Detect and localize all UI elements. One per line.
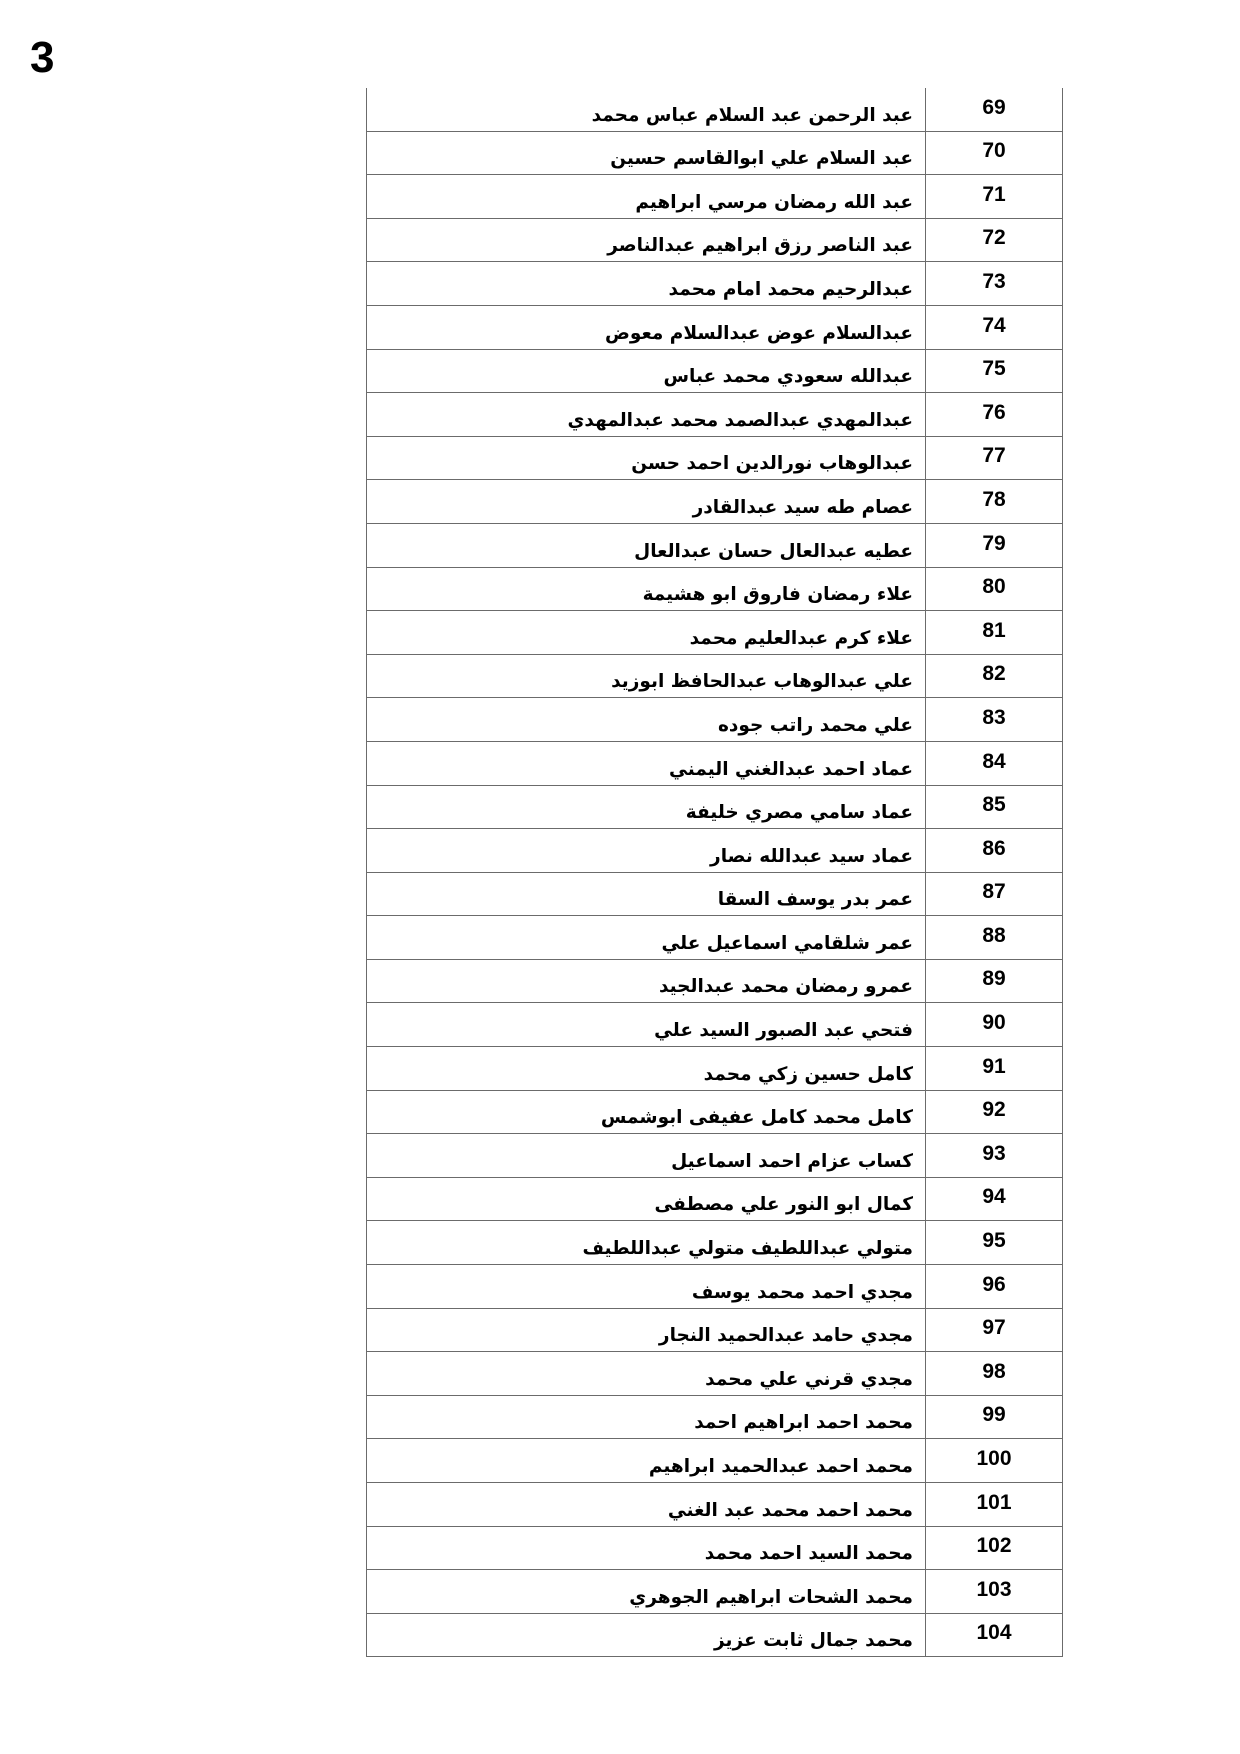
number-cell xyxy=(926,1308,1063,1352)
name-cell xyxy=(367,480,926,524)
number-cell xyxy=(926,1047,1063,1091)
table-row xyxy=(367,1439,1063,1483)
name-cell xyxy=(367,654,926,698)
number-cell xyxy=(926,1221,1063,1265)
person-name: كساب عزام احمد اسماعيل xyxy=(671,1150,913,1172)
name-cell xyxy=(367,88,926,131)
number-cell xyxy=(926,218,1063,262)
table-row xyxy=(367,1221,1063,1265)
person-name: عماد سيد عبدالله نصار xyxy=(710,845,913,867)
name-cell xyxy=(367,349,926,393)
table-row xyxy=(367,872,1063,916)
number-cell xyxy=(926,1265,1063,1309)
person-name: عبد السلام علي ابوالقاسم حسين xyxy=(610,148,913,170)
number-cell xyxy=(926,1003,1063,1047)
person-name: محمد السيد احمد محمد xyxy=(704,1543,913,1565)
row-number: 101 xyxy=(976,1490,1012,1514)
person-name: عبدالوهاب نورالدين احمد حسن xyxy=(631,453,913,475)
person-name: علي محمد راتب جوده xyxy=(718,714,913,736)
number-cell xyxy=(926,131,1063,175)
table-row xyxy=(367,88,1063,131)
row-number: 80 xyxy=(982,575,1006,599)
row-number: 72 xyxy=(982,226,1006,250)
table-row xyxy=(367,829,1063,873)
number-cell xyxy=(926,436,1063,480)
name-cell xyxy=(367,1221,926,1265)
person-name: عمر بدر يوسف السقا xyxy=(717,889,913,911)
row-number: 69 xyxy=(982,95,1006,119)
name-cell xyxy=(367,175,926,219)
person-name: محمد احمد عبدالحميد ابراهيم xyxy=(648,1456,913,1477)
person-name: عبد الناصر رزق ابراهيم عبدالناصر xyxy=(607,235,913,257)
table-row xyxy=(367,1352,1063,1396)
row-number: 96 xyxy=(982,1272,1006,1296)
number-cell xyxy=(926,1395,1063,1439)
number-cell xyxy=(926,1526,1063,1570)
row-number: 87 xyxy=(982,880,1006,904)
name-cell xyxy=(367,393,926,437)
table-row xyxy=(367,741,1063,785)
name-cell xyxy=(367,1047,926,1091)
number-cell xyxy=(926,959,1063,1003)
row-number: 82 xyxy=(982,662,1006,686)
name-cell xyxy=(367,1090,926,1134)
table-row xyxy=(367,1047,1063,1091)
number-cell xyxy=(926,1570,1063,1614)
number-cell xyxy=(926,1177,1063,1221)
row-number: 91 xyxy=(982,1054,1006,1078)
number-cell xyxy=(926,872,1063,916)
number-cell xyxy=(926,741,1063,785)
person-name: عبدالمهدي عبدالصمد محمد عبدالمهدي xyxy=(567,409,913,431)
name-cell xyxy=(367,959,926,1003)
table-row xyxy=(367,654,1063,698)
table-row xyxy=(367,218,1063,262)
name-cell xyxy=(367,1352,926,1396)
table-row xyxy=(367,480,1063,524)
person-name: محمد جمال ثابت عزيز xyxy=(714,1630,913,1652)
person-name: علاء رمضان فاروق ابو هشيمة xyxy=(642,584,913,606)
name-cell xyxy=(367,1134,926,1178)
person-name: متولي عبداللطيف متولي عبداللطيف xyxy=(582,1238,913,1260)
row-number: 100 xyxy=(976,1447,1012,1470)
person-name: علي عبدالوهاب عبدالحافظ ابوزيد xyxy=(611,671,913,693)
row-number: 83 xyxy=(982,705,1006,729)
number-cell xyxy=(926,175,1063,219)
name-cell xyxy=(367,436,926,480)
number-cell xyxy=(926,611,1063,655)
person-name: عطيه عبدالعال حسان عبدالعال xyxy=(634,540,913,562)
row-number: 81 xyxy=(982,618,1006,642)
name-cell xyxy=(367,1265,926,1309)
number-cell xyxy=(926,88,1063,131)
number-cell xyxy=(926,916,1063,960)
number-cell xyxy=(926,480,1063,524)
person-name: محمد احمد محمد عبد الغني xyxy=(667,1499,913,1521)
row-number: 84 xyxy=(982,749,1006,773)
number-cell xyxy=(926,1134,1063,1178)
name-cell xyxy=(367,523,926,567)
person-name: عبدالرحيم محمد امام محمد xyxy=(668,278,913,300)
table-row xyxy=(367,1308,1063,1352)
page-number: 3 xyxy=(30,33,55,82)
name-cell xyxy=(367,218,926,262)
person-name: مجدي قرني علي محمد xyxy=(705,1368,913,1390)
number-cell xyxy=(926,785,1063,829)
name-cell xyxy=(367,611,926,655)
row-number: 93 xyxy=(982,1141,1006,1165)
person-name: كمال ابو النور علي مصطفى xyxy=(654,1194,913,1216)
number-cell xyxy=(926,567,1063,611)
number-cell xyxy=(926,349,1063,393)
row-number: 98 xyxy=(982,1359,1006,1383)
table-row xyxy=(367,785,1063,829)
name-cell xyxy=(367,1395,926,1439)
person-name: مجدي حامد عبدالحميد النجار xyxy=(658,1325,913,1347)
row-number: 76 xyxy=(982,400,1006,424)
table-row xyxy=(367,1134,1063,1178)
person-name: عماد احمد عبدالغني اليمني xyxy=(669,758,913,780)
table-row xyxy=(367,1613,1063,1657)
row-number: 95 xyxy=(982,1229,1006,1253)
row-number: 103 xyxy=(976,1577,1012,1601)
table-row xyxy=(367,393,1063,437)
number-cell xyxy=(926,1613,1063,1657)
number-cell xyxy=(926,698,1063,742)
row-number: 85 xyxy=(982,793,1006,817)
person-name: فتحي عبد الصبور السيد علي xyxy=(654,1020,913,1042)
person-name: علاء كرم عبدالعليم محمد xyxy=(689,627,913,649)
table-row xyxy=(367,959,1063,1003)
row-number: 74 xyxy=(982,313,1006,337)
person-name: كامل محمد كامل عفيفى ابوشمس xyxy=(600,1107,913,1129)
name-cell xyxy=(367,262,926,306)
person-name: عبد الرحمن عبد السلام عباس محمد xyxy=(591,104,913,126)
name-cell xyxy=(367,1439,926,1483)
row-number: 90 xyxy=(982,1011,1006,1035)
name-cell xyxy=(367,1177,926,1221)
person-name: مجدي احمد محمد يوسف xyxy=(691,1281,913,1303)
table-row xyxy=(367,436,1063,480)
table-row xyxy=(367,1483,1063,1527)
table-row xyxy=(367,175,1063,219)
number-cell xyxy=(926,262,1063,306)
number-cell xyxy=(926,1483,1063,1527)
person-name: عبد الله رمضان مرسي ابراهيم xyxy=(635,191,913,213)
row-number: 86 xyxy=(982,836,1006,860)
person-name: محمد الشحات ابراهيم الجوهري xyxy=(629,1586,913,1608)
name-cell xyxy=(367,1308,926,1352)
names-table-body xyxy=(367,88,1063,1657)
person-name: عمرو رمضان محمد عبدالجيد xyxy=(658,976,913,998)
table-row xyxy=(367,698,1063,742)
number-cell xyxy=(926,1090,1063,1134)
table-row xyxy=(367,523,1063,567)
number-cell xyxy=(926,305,1063,349)
row-number: 97 xyxy=(982,1316,1006,1340)
person-name: عماد سامي مصري خليفة xyxy=(685,802,913,824)
name-cell xyxy=(367,1570,926,1614)
row-number: 94 xyxy=(982,1185,1006,1209)
number-cell xyxy=(926,523,1063,567)
row-number: 102 xyxy=(976,1534,1012,1558)
name-cell xyxy=(367,1003,926,1047)
name-cell xyxy=(367,1613,926,1657)
person-name: محمد احمد ابراهيم احمد xyxy=(694,1412,913,1434)
name-cell xyxy=(367,1526,926,1570)
table-row xyxy=(367,349,1063,393)
row-number: 78 xyxy=(982,487,1006,511)
name-cell xyxy=(367,741,926,785)
row-number: 89 xyxy=(982,967,1006,991)
table-row xyxy=(367,262,1063,306)
row-number: 92 xyxy=(982,1098,1006,1122)
row-number: 79 xyxy=(982,531,1006,555)
name-cell xyxy=(367,785,926,829)
table-row xyxy=(367,1395,1063,1439)
row-number: 73 xyxy=(982,269,1006,293)
number-cell xyxy=(926,829,1063,873)
name-cell xyxy=(367,698,926,742)
name-cell xyxy=(367,916,926,960)
name-cell xyxy=(367,829,926,873)
table-row xyxy=(367,1177,1063,1221)
table-row xyxy=(367,131,1063,175)
person-name: عصام طه سيد عبدالقادر xyxy=(692,496,913,518)
table-row xyxy=(367,611,1063,655)
names-table xyxy=(366,88,1063,1657)
table-row xyxy=(367,1570,1063,1614)
name-cell xyxy=(367,305,926,349)
row-number: 88 xyxy=(982,923,1006,947)
name-cell xyxy=(367,131,926,175)
row-number: 71 xyxy=(982,182,1006,206)
row-number: 104 xyxy=(976,1621,1012,1645)
name-cell xyxy=(367,567,926,611)
number-cell xyxy=(926,1352,1063,1396)
table-row xyxy=(367,1003,1063,1047)
person-name: عمر شلقامي اسماعيل علي xyxy=(661,932,913,954)
table-row xyxy=(367,567,1063,611)
table-row xyxy=(367,916,1063,960)
row-number: 75 xyxy=(982,357,1006,381)
name-cell xyxy=(367,872,926,916)
person-name: كامل حسين زكي محمد xyxy=(703,1063,913,1085)
row-number: 99 xyxy=(982,1403,1006,1427)
number-cell xyxy=(926,1439,1063,1483)
table-row xyxy=(367,1526,1063,1570)
number-cell xyxy=(926,654,1063,698)
person-name: عبدالسلام عوض عبدالسلام معوض xyxy=(604,322,913,344)
table-row xyxy=(367,1090,1063,1134)
person-name: عبدالله سعودي محمد عباس xyxy=(663,366,913,388)
row-number: 70 xyxy=(982,139,1006,163)
table-row xyxy=(367,305,1063,349)
number-cell xyxy=(926,393,1063,437)
name-cell xyxy=(367,1483,926,1527)
table-row xyxy=(367,1265,1063,1309)
row-number: 77 xyxy=(982,444,1006,468)
